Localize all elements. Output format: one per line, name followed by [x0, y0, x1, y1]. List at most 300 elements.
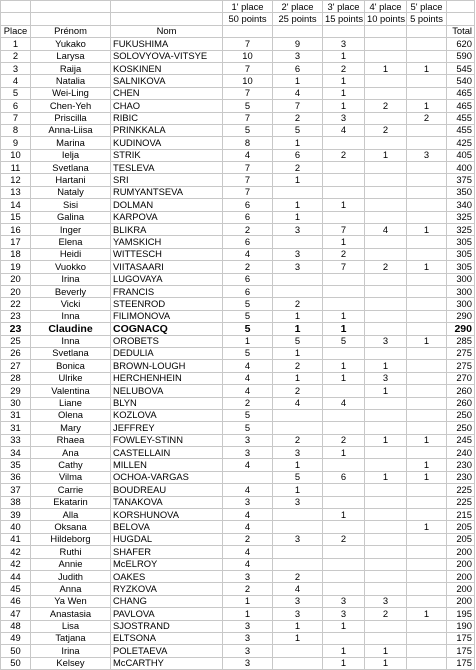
cell-first-name: Yukako: [31, 38, 111, 50]
cell-4th-count: [365, 509, 407, 521]
cell-total: 260: [447, 397, 475, 409]
cell-5th-count: [407, 533, 447, 545]
cell-5th-count: [407, 570, 447, 582]
cell-place: 35: [1, 459, 31, 471]
cell-1st-count: 5: [223, 422, 273, 434]
cell-4th-count: 1: [365, 360, 407, 372]
cell-first-name: Irina: [31, 645, 111, 657]
cell-1st-count: 7: [223, 174, 273, 186]
cell-place: 23: [1, 323, 31, 335]
table-row: [1, 558, 475, 570]
cell-2nd-count: [273, 645, 323, 657]
cell-last-name: PRINKKALA: [111, 124, 223, 136]
cell-place: 25: [1, 335, 31, 347]
cell-last-name: FUKUSHIMA: [111, 38, 223, 50]
cell-place: 23: [1, 310, 31, 322]
cell-5th-count: [407, 657, 447, 669]
cell-total: 195: [447, 608, 475, 620]
cell-last-name: McELROY: [111, 558, 223, 570]
cell-place: 33: [1, 434, 31, 446]
cell-last-name: CHANG: [111, 595, 223, 607]
cell-5th-count: [407, 645, 447, 657]
cell-first-name: Wei-Ling: [31, 87, 111, 99]
cell-total: 455: [447, 124, 475, 136]
cell-place: 36: [1, 471, 31, 483]
header-first-name: Prénom: [31, 25, 111, 37]
table-row: [1, 657, 475, 669]
cell-4th-count: [365, 484, 407, 496]
cell-total: 275: [447, 360, 475, 372]
header-row-points: [1, 13, 475, 25]
header-row-places: [1, 1, 475, 13]
cell-total: 225: [447, 496, 475, 508]
cell-5th-count: [407, 447, 447, 459]
cell-place: 29: [1, 385, 31, 397]
header-place: Place: [1, 25, 31, 37]
cell-place: 37: [1, 484, 31, 496]
cell-place: 18: [1, 248, 31, 260]
cell-5th-count: [407, 75, 447, 87]
cell-total: 200: [447, 570, 475, 582]
cell-total: 230: [447, 459, 475, 471]
cell-2nd-count: 2: [273, 298, 323, 310]
cell-1st-count: 10: [223, 50, 273, 62]
cell-3rd-count: 1: [323, 372, 365, 384]
cell-3rd-count: [323, 570, 365, 582]
cell-2nd-count: 3: [273, 533, 323, 545]
cell-last-name: RUMYANTSEVA: [111, 186, 223, 198]
cell-total: 300: [447, 285, 475, 297]
cell-place: 15: [1, 211, 31, 223]
cell-last-name: VIITASAARI: [111, 261, 223, 273]
cell-first-name: Ielja: [31, 149, 111, 161]
cell-4th-count: [365, 211, 407, 223]
cell-4th-count: [365, 409, 407, 421]
cell-5th-count: [407, 558, 447, 570]
cell-4th-count: [365, 298, 407, 310]
cell-5th-count: [407, 422, 447, 434]
cell-first-name: Vicki: [31, 298, 111, 310]
cell-last-name: CASTELLAIN: [111, 447, 223, 459]
cell-first-name: Oksana: [31, 521, 111, 533]
cell-first-name: Ana: [31, 447, 111, 459]
cell-5th-count: 1: [407, 434, 447, 446]
cell-3rd-count: 1: [323, 447, 365, 459]
table-row: [1, 570, 475, 582]
cell-2nd-count: 1: [273, 372, 323, 384]
table-row: [1, 372, 475, 384]
cell-1st-count: 4: [223, 248, 273, 260]
cell-1st-count: 4: [223, 484, 273, 496]
cell-last-name: BOUDREAU: [111, 484, 223, 496]
cell-5th-count: [407, 211, 447, 223]
cell-last-name: KORSHUNOVA: [111, 509, 223, 521]
cell-first-name: Larysa: [31, 50, 111, 62]
cell-4th-count: 1: [365, 434, 407, 446]
table-row: [1, 496, 475, 508]
table-row: [1, 422, 475, 434]
table-row: [1, 149, 475, 161]
cell-5th-count: [407, 273, 447, 285]
header-4th-points: 10 points: [365, 13, 407, 25]
cell-1st-count: 5: [223, 347, 273, 359]
cell-4th-count: [365, 583, 407, 595]
cell-total: 200: [447, 546, 475, 558]
table-row: [1, 273, 475, 285]
cell-last-name: STEENROD: [111, 298, 223, 310]
cell-1st-count: 7: [223, 112, 273, 124]
cell-total: 175: [447, 645, 475, 657]
cell-last-name: TESLEVA: [111, 162, 223, 174]
cell-first-name: Tatjana: [31, 632, 111, 644]
cell-1st-count: 4: [223, 385, 273, 397]
cell-4th-count: [365, 632, 407, 644]
cell-5th-count: [407, 50, 447, 62]
cell-1st-count: 5: [223, 298, 273, 310]
table-row: [1, 199, 475, 211]
cell-total: 305: [447, 248, 475, 260]
cell-3rd-count: [323, 422, 365, 434]
cell-4th-count: 2: [365, 100, 407, 112]
cell-5th-count: [407, 323, 447, 335]
cell-1st-count: 4: [223, 509, 273, 521]
cell-2nd-count: 1: [273, 484, 323, 496]
cell-5th-count: [407, 174, 447, 186]
cell-total: 250: [447, 422, 475, 434]
cell-3rd-count: [323, 211, 365, 223]
cell-1st-count: 6: [223, 236, 273, 248]
cell-1st-count: 6: [223, 285, 273, 297]
cell-place: 34: [1, 447, 31, 459]
cell-first-name: Irina: [31, 273, 111, 285]
cell-5th-count: [407, 347, 447, 359]
cell-4th-count: [365, 273, 407, 285]
cell-total: 175: [447, 657, 475, 669]
cell-3rd-count: [323, 484, 365, 496]
cell-2nd-count: 2: [273, 570, 323, 582]
table-row: [1, 186, 475, 198]
cell-1st-count: 6: [223, 273, 273, 285]
cell-place: 42: [1, 546, 31, 558]
cell-place: 28: [1, 372, 31, 384]
cell-5th-count: [407, 236, 447, 248]
cell-total: 400: [447, 162, 475, 174]
cell-1st-count: 3: [223, 434, 273, 446]
cell-3rd-count: 1: [323, 657, 365, 669]
cell-5th-count: [407, 397, 447, 409]
cell-1st-count: 4: [223, 360, 273, 372]
cell-2nd-count: 2: [273, 112, 323, 124]
cell-5th-count: 1: [407, 459, 447, 471]
cell-3rd-count: [323, 546, 365, 558]
cell-first-name: Marina: [31, 137, 111, 149]
table-row: [1, 50, 475, 62]
cell-last-name: FOWLEY-STINN: [111, 434, 223, 446]
cell-5th-count: [407, 298, 447, 310]
cell-4th-count: 3: [365, 595, 407, 607]
cell-first-name: Beverly: [31, 285, 111, 297]
cell-total: 275: [447, 347, 475, 359]
cell-2nd-count: 1: [273, 347, 323, 359]
cell-5th-count: [407, 409, 447, 421]
cell-1st-count: 1: [223, 335, 273, 347]
cell-total: 260: [447, 385, 475, 397]
cell-2nd-count: 5: [273, 335, 323, 347]
cell-last-name: ELTSONA: [111, 632, 223, 644]
cell-first-name: Heidi: [31, 248, 111, 260]
cell-5th-count: 1: [407, 62, 447, 74]
cell-3rd-count: 2: [323, 248, 365, 260]
cell-1st-count: 4: [223, 372, 273, 384]
cell-place: 5: [1, 87, 31, 99]
cell-1st-count: 7: [223, 87, 273, 99]
cell-first-name: Inna: [31, 310, 111, 322]
cell-3rd-count: 1: [323, 100, 365, 112]
table-row: [1, 409, 475, 421]
cell-4th-count: [365, 137, 407, 149]
cell-last-name: KOZLOVA: [111, 409, 223, 421]
cell-4th-count: [365, 558, 407, 570]
cell-1st-count: 4: [223, 546, 273, 558]
cell-4th-count: 2: [365, 608, 407, 620]
cell-first-name: Ruthi: [31, 546, 111, 558]
cell-last-name: OCHOA-VARGAS: [111, 471, 223, 483]
cell-4th-count: [365, 50, 407, 62]
table-row: [1, 137, 475, 149]
cell-1st-count: 5: [223, 409, 273, 421]
cell-place: 22: [1, 298, 31, 310]
cell-place: 50: [1, 657, 31, 669]
header-5th-points: 5 points: [407, 13, 447, 25]
cell-2nd-count: 2: [273, 162, 323, 174]
cell-last-name: POLETAEVA: [111, 645, 223, 657]
cell-4th-count: [365, 347, 407, 359]
cell-last-name: SJOSTRAND: [111, 620, 223, 632]
cell-first-name: Chen-Yeh: [31, 100, 111, 112]
cell-total: 285: [447, 335, 475, 347]
cell-first-name: Vuokko: [31, 261, 111, 273]
cell-4th-count: [365, 186, 407, 198]
cell-3rd-count: 1: [323, 310, 365, 322]
header-total: Total: [447, 25, 475, 37]
cell-last-name: SALNIKOVA: [111, 75, 223, 87]
cell-place: 27: [1, 360, 31, 372]
cell-last-name: JEFFREY: [111, 422, 223, 434]
table-row: [1, 595, 475, 607]
cell-total: 545: [447, 62, 475, 74]
cell-2nd-count: [273, 409, 323, 421]
cell-place: 12: [1, 174, 31, 186]
cell-4th-count: [365, 199, 407, 211]
cell-4th-count: 2: [365, 124, 407, 136]
cell-place: 10: [1, 149, 31, 161]
cell-5th-count: 1: [407, 261, 447, 273]
cell-first-name: Carrie: [31, 484, 111, 496]
header-5th-place: 5' place: [407, 1, 447, 13]
cell-first-name: Galina: [31, 211, 111, 223]
cell-4th-count: [365, 38, 407, 50]
table-row: [1, 608, 475, 620]
cell-last-name: SRI: [111, 174, 223, 186]
cell-place: 6: [1, 100, 31, 112]
cell-1st-count: 2: [223, 261, 273, 273]
cell-first-name: Kelsey: [31, 657, 111, 669]
cell-2nd-count: 3: [273, 261, 323, 273]
cell-1st-count: 4: [223, 459, 273, 471]
cell-last-name: STRIK: [111, 149, 223, 161]
cell-place: 50: [1, 645, 31, 657]
cell-1st-count: 8: [223, 137, 273, 149]
table-row: [1, 87, 475, 99]
cell-place: 42: [1, 558, 31, 570]
cell-2nd-count: 2: [273, 360, 323, 372]
cell-3rd-count: 1: [323, 323, 365, 335]
cell-3rd-count: [323, 459, 365, 471]
cell-2nd-count: 1: [273, 459, 323, 471]
cell-5th-count: 1: [407, 335, 447, 347]
cell-first-name: Svetlana: [31, 162, 111, 174]
cell-last-name: CHAO: [111, 100, 223, 112]
cell-first-name: Judith: [31, 570, 111, 582]
cell-first-name: Cathy: [31, 459, 111, 471]
cell-3rd-count: [323, 137, 365, 149]
cell-5th-count: [407, 632, 447, 644]
cell-total: 230: [447, 471, 475, 483]
cell-4th-count: [365, 447, 407, 459]
cell-first-name: Ulrike: [31, 372, 111, 384]
cell-3rd-count: 2: [323, 149, 365, 161]
cell-2nd-count: 2: [273, 434, 323, 446]
cell-total: 250: [447, 409, 475, 421]
cell-1st-count: 2: [223, 533, 273, 545]
cell-1st-count: 6: [223, 199, 273, 211]
cell-place: 44: [1, 570, 31, 582]
cell-4th-count: [365, 459, 407, 471]
cell-last-name: OROBETS: [111, 335, 223, 347]
cell-2nd-count: 2: [273, 385, 323, 397]
cell-1st-count: 3: [223, 620, 273, 632]
header-2nd-place: 2' place: [273, 1, 323, 13]
cell-3rd-count: [323, 583, 365, 595]
cell-3rd-count: 1: [323, 620, 365, 632]
cell-3rd-count: 1: [323, 236, 365, 248]
cell-last-name: PAVLOVA: [111, 608, 223, 620]
cell-4th-count: [365, 620, 407, 632]
cell-last-name: KARPOVA: [111, 211, 223, 223]
cell-3rd-count: 3: [323, 112, 365, 124]
cell-first-name: Liane: [31, 397, 111, 409]
cell-total: 590: [447, 50, 475, 62]
cell-2nd-count: [273, 521, 323, 533]
header-1st-place: 1' place: [223, 1, 273, 13]
cell-5th-count: [407, 583, 447, 595]
cell-5th-count: [407, 285, 447, 297]
cell-3rd-count: 6: [323, 471, 365, 483]
table-row: [1, 285, 475, 297]
cell-2nd-count: 1: [273, 137, 323, 149]
table-row: [1, 447, 475, 459]
cell-4th-count: 1: [365, 385, 407, 397]
cell-4th-count: [365, 248, 407, 260]
table-row: [1, 360, 475, 372]
cell-total: 305: [447, 236, 475, 248]
table-row: [1, 471, 475, 483]
cell-1st-count: 2: [223, 583, 273, 595]
cell-1st-count: 5: [223, 100, 273, 112]
table-row: [1, 224, 475, 236]
cell-1st-count: 7: [223, 38, 273, 50]
cell-1st-count: 3: [223, 447, 273, 459]
cell-last-name: LUGOVAYA: [111, 273, 223, 285]
cell-1st-count: 1: [223, 595, 273, 607]
cell-5th-count: 3: [407, 149, 447, 161]
cell-5th-count: [407, 620, 447, 632]
cell-5th-count: [407, 310, 447, 322]
cell-4th-count: [365, 112, 407, 124]
cell-3rd-count: 4: [323, 124, 365, 136]
cell-4th-count: [365, 533, 407, 545]
cell-last-name: OAKES: [111, 570, 223, 582]
cell-5th-count: [407, 372, 447, 384]
cell-last-name: HERCHENHEIN: [111, 372, 223, 384]
cell-3rd-count: [323, 632, 365, 644]
cell-1st-count: 4: [223, 521, 273, 533]
cell-3rd-count: 1: [323, 360, 365, 372]
cell-4th-count: 1: [365, 471, 407, 483]
cell-2nd-count: 1: [273, 310, 323, 322]
cell-place: 19: [1, 261, 31, 273]
cell-place: 13: [1, 186, 31, 198]
cell-total: 340: [447, 199, 475, 211]
cell-last-name: CHEN: [111, 87, 223, 99]
cell-last-name: BROWN-LOUGH: [111, 360, 223, 372]
cell-total: 305: [447, 261, 475, 273]
cell-last-name: SHAFER: [111, 546, 223, 558]
cell-3rd-count: 2: [323, 434, 365, 446]
cell-2nd-count: 9: [273, 38, 323, 50]
cell-place: 4: [1, 75, 31, 87]
cell-4th-count: [365, 162, 407, 174]
cell-place: 2: [1, 50, 31, 62]
cell-place: 40: [1, 521, 31, 533]
cell-2nd-count: [273, 285, 323, 297]
cell-2nd-count: 4: [273, 583, 323, 595]
cell-total: 300: [447, 298, 475, 310]
cell-total: 290: [447, 323, 475, 335]
cell-total: 245: [447, 434, 475, 446]
cell-1st-count: 10: [223, 75, 273, 87]
cell-last-name: HUGDAL: [111, 533, 223, 545]
cell-3rd-count: 3: [323, 38, 365, 50]
cell-last-name: COGNACQ: [111, 323, 223, 335]
cell-2nd-count: 1: [273, 323, 323, 335]
cell-first-name: Valentina: [31, 385, 111, 397]
cell-first-name: Vilma: [31, 471, 111, 483]
cell-place: 30: [1, 397, 31, 409]
cell-3rd-count: [323, 558, 365, 570]
cell-total: 215: [447, 509, 475, 521]
cell-3rd-count: 7: [323, 261, 365, 273]
cell-place: 38: [1, 496, 31, 508]
cell-2nd-count: 6: [273, 149, 323, 161]
cell-place: 8: [1, 124, 31, 136]
cell-4th-count: [365, 323, 407, 335]
cell-5th-count: [407, 248, 447, 260]
cell-last-name: YAMSKICH: [111, 236, 223, 248]
cell-4th-count: [365, 285, 407, 297]
cell-2nd-count: 1: [273, 620, 323, 632]
cell-first-name: Inna: [31, 335, 111, 347]
